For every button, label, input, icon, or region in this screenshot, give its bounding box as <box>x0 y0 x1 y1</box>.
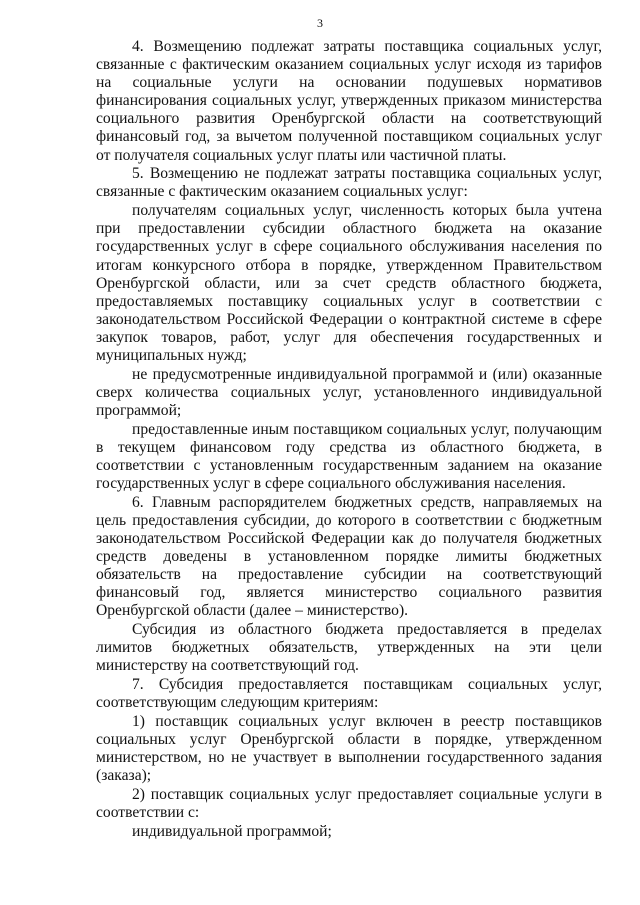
paragraph-criterion-2: 2) поставщик социальных услуг предоставляет социальные услуги в соответствии с: <box>96 786 602 822</box>
paragraph-recipients: получателям социальных услуг, численность которых была учтена при предоставлении субсидии областного бюджета на оказание государственных услуг в сфере социального обслуживания населения по итогам конкурсного отбора в порядке, утвержденном Правительством Оренбургской области, или за счет средств областного бюджета, предоставляемых поставщику социальных услуг в соответствии с законодательством Российской Федерации о контрактной системе в сфере закупок товаров, работ, услуг для обеспечения государственных и муниципальных нужд; <box>96 202 602 364</box>
paragraph-individual-program: индивидуальной программой; <box>132 822 332 840</box>
paragraph-criterion-1: 1) поставщик социальных услуг включен в реестр поставщиков социальных услуг Оренбургской области в порядке, утвержденном министерством, но не участвует в выполнении государственного задания (заказа); <box>96 712 602 785</box>
paragraph-item-7: 7. Субсидия предоставляется поставщикам социальных услуг, соответствующим следующим критериям: <box>96 676 602 712</box>
paragraph-other-provider: предоставленные иным поставщиком социальных услуг, получающим в текущем финансовом году средства из областного бюджета, в соответствии с установленным государственным заданием на оказание государственных услуг в сфере социального обслуживания населения. <box>96 420 602 492</box>
page-number: 3 <box>317 16 323 30</box>
paragraph-not-provided: не предусмотренные индивидуальной программой и (или) оказанные сверх количества социальных услуг, установленного индивидуальной программой; <box>96 365 602 419</box>
paragraph-item-4: 4. Возмещению подлежат затраты поставщика социальных услуг, связанные с фактическим оказанием социальных услуг исходя из тарифов на социальные услуги на основании подушевых нормативов финансирования социальных услуг, утвержденных приказом министерства социального развития Оренбургской области на соответствующий финансовый год, за вычетом полученной поставщиком социальных услуг от получателя социальных услуг платы или частичной платы. <box>96 38 602 164</box>
document-body <box>96 38 602 841</box>
paragraph-subsidy-limits: Субсидия из областного бюджета предоставляется в пределах лимитов бюджетных обязательств, утвержденных на эти цели министерству на соответствующий год. <box>96 621 602 675</box>
paragraph-item-5: 5. Возмещению не подлежат затраты поставщика социальных услуг, связанные с фактическим оказанием социальных услуг: <box>96 165 602 201</box>
paragraph-item-6: 6. Главным распорядителем бюджетных средств, направляемых на цель предоставления субсидии, до которого в соответствии с бюджетным законодательством Российской Федерации как до получателя бюджетных средств доведены в установленном порядке лимиты бюджетных обязательств на предоставление субсидии на соответствующий финансовый год, является министерство социального развития Оренбургской области (далее – министерство). <box>96 493 602 620</box>
